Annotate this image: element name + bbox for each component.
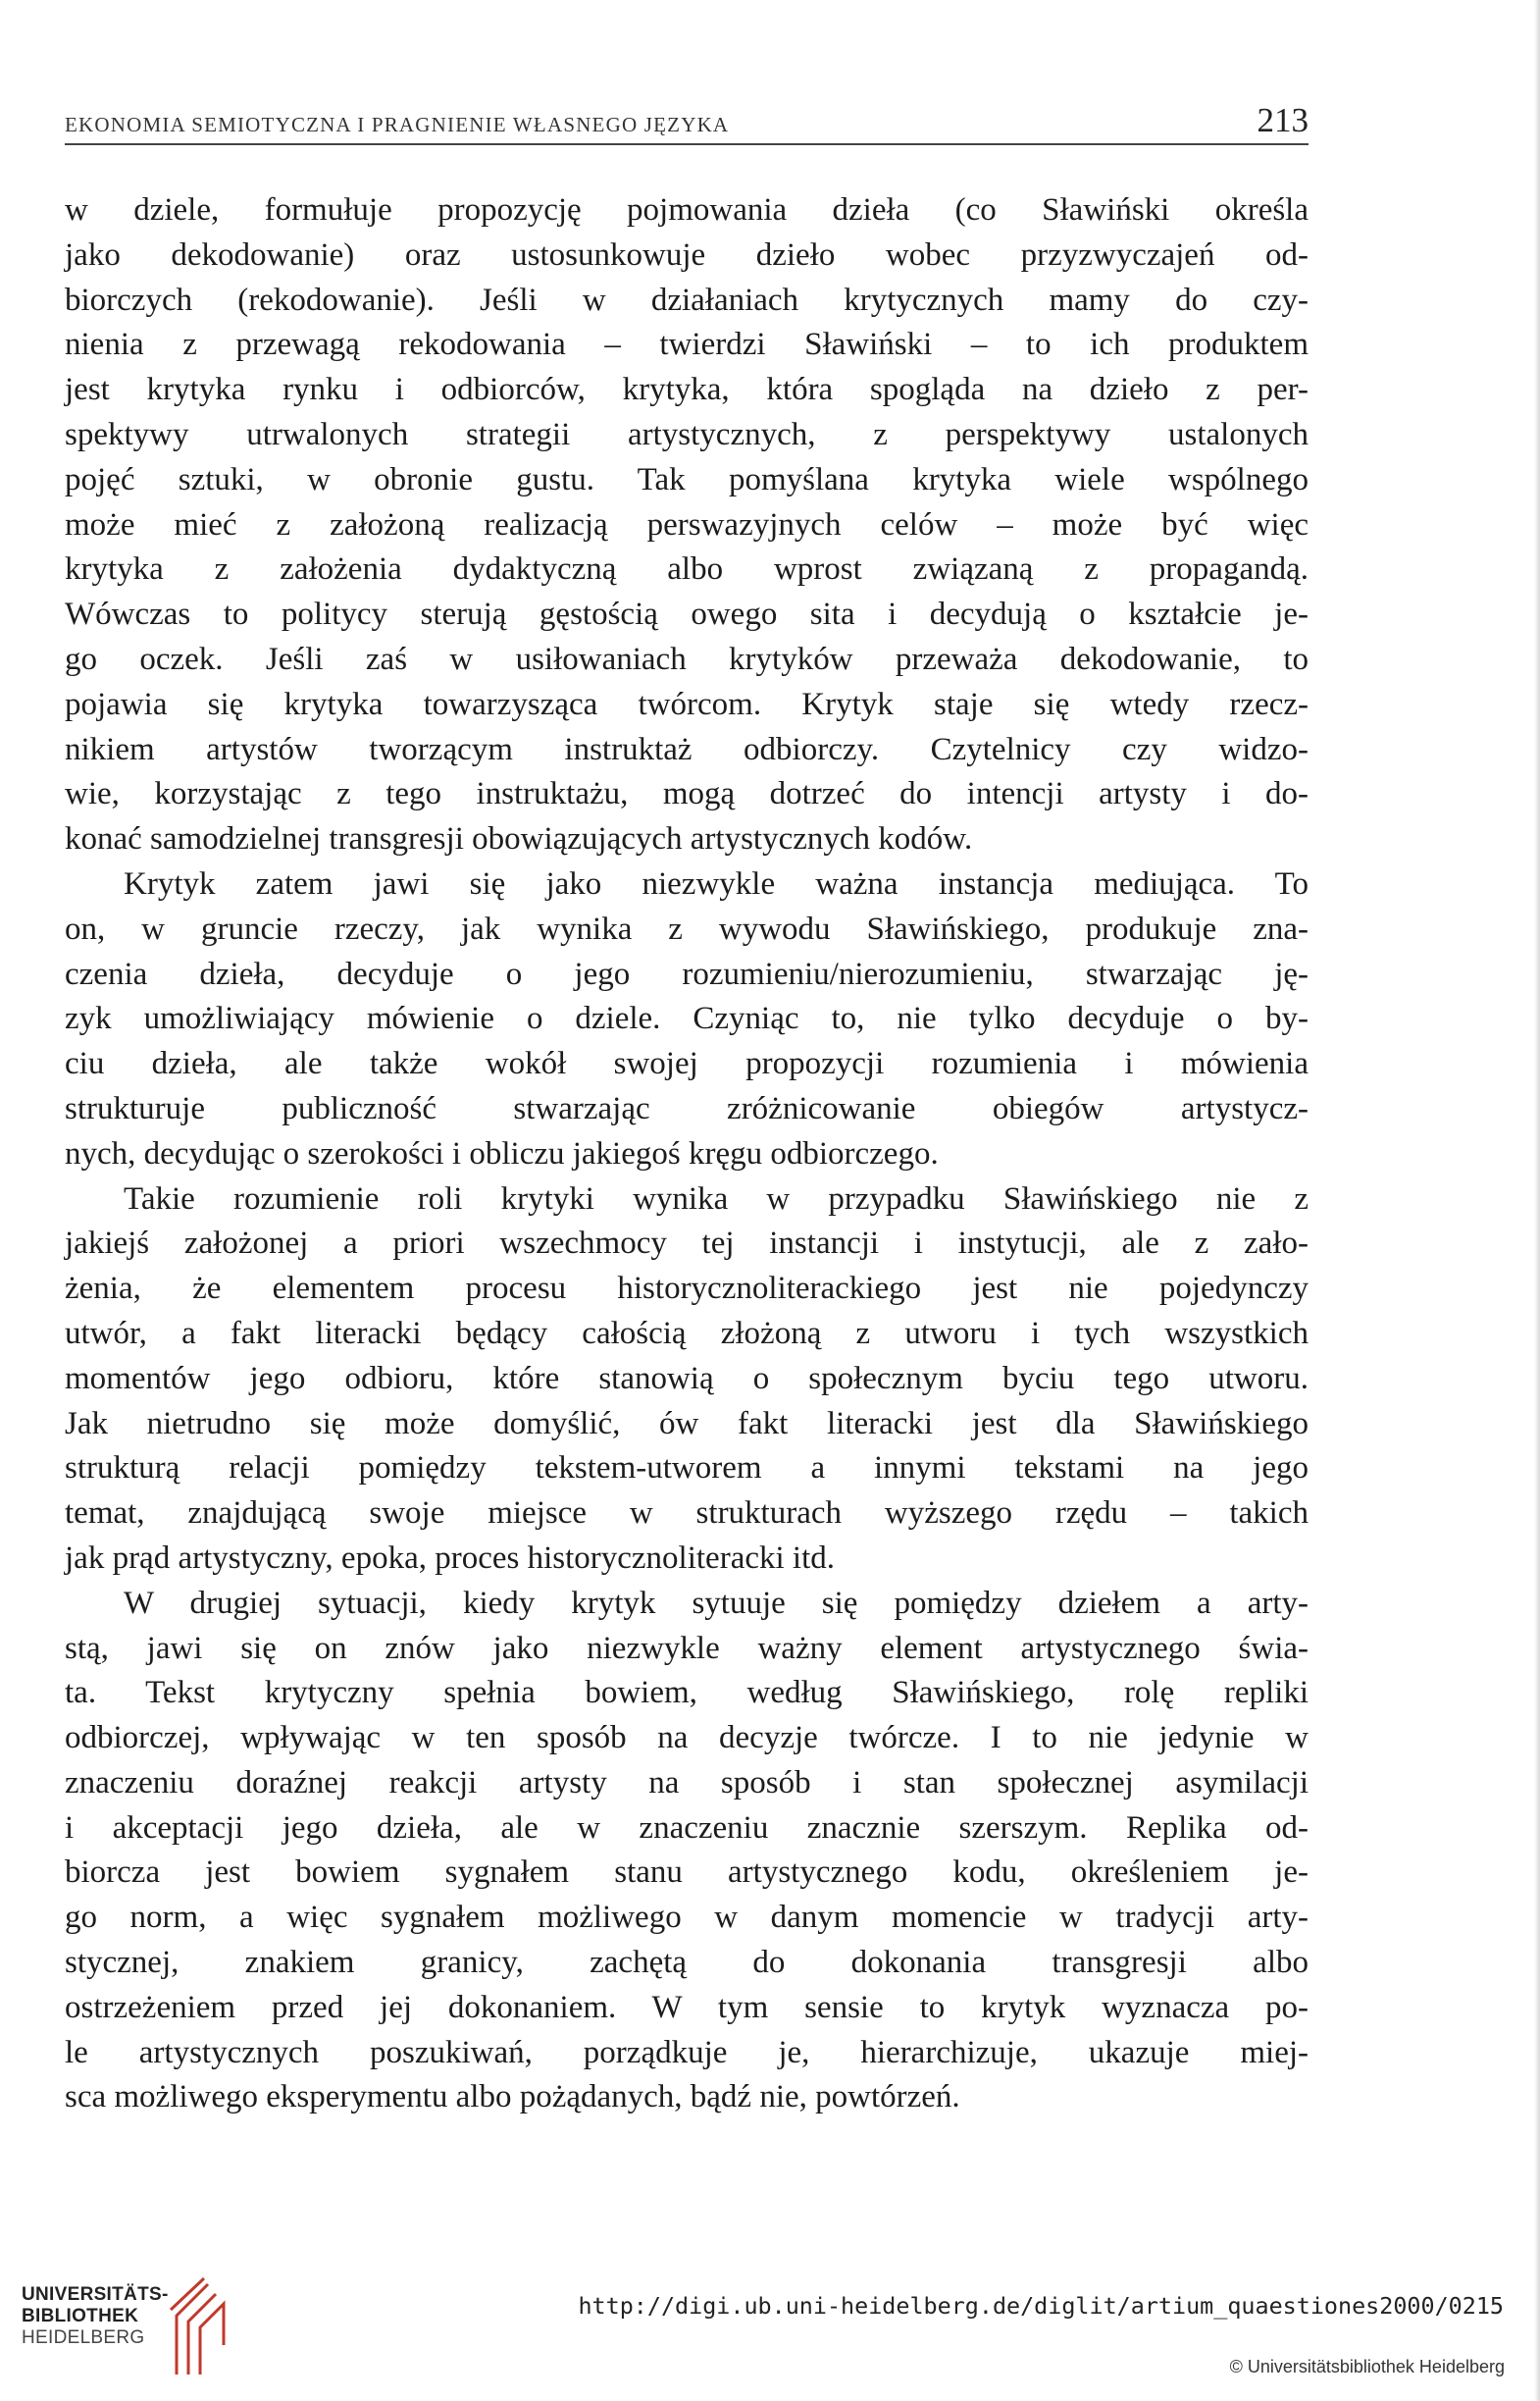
text-line: ta. Tekst krytyczny spełnia bowiem, według Sławińskiego, rolę repliki xyxy=(65,1675,1309,1711)
body-text xyxy=(65,188,1309,2120)
text-line: utwór, a fakt literacki będący całością złożoną z utworu i tych wszystkich xyxy=(65,1315,1309,1351)
text-line: stycznej, znakiem granicy, zachętą do dokonania transgresji albo xyxy=(65,1945,1309,1981)
text-line: zyk umożliwiający mówienie o dziele. Czyniąc to, nie tylko decyduje o by- xyxy=(65,1001,1309,1037)
logo-text-line3: HEIDELBERG xyxy=(22,2327,145,2348)
text-line: w dziele, formułuje propozycję pojmowania dzieła (co Sławiński określa xyxy=(65,192,1309,228)
text-line: nikiem artystów tworzącym instruktaż odbiorczy. Czytelnicy czy widzo- xyxy=(65,731,1309,767)
text-line: stą, jawi się on znów jako niezwykle ważny element artystycznego świa- xyxy=(65,1630,1309,1666)
text-line: wie, korzystając z tego instruktażu, mogą dotrzeć do intencji artysty i do- xyxy=(65,776,1309,812)
digital-source-url[interactable]: http://digi.ub.uni-heidelberg.de/diglit/artium_quaestiones2000/0215 xyxy=(578,2292,1504,2320)
text-line: biorczych (rekodowanie). Jeśli w działaniach krytycznych mamy do czy- xyxy=(65,282,1309,318)
paragraph-first-line: Krytyk zatem jawi się jako niezwykle ważna instancja mediująca. To xyxy=(124,865,1309,902)
text-line: krytyka z założenia dydaktyczną albo wprost związaną z propagandą. xyxy=(65,551,1309,588)
text-line: ostrzeżeniem przed jej dokonaniem. W tym sensie to krytyk wyznacza po- xyxy=(65,1989,1309,2025)
page-edge-shadow xyxy=(1534,0,1540,2401)
text-line: Wówczas to politycy sterują gęstością owego sita i decydują o kształcie je- xyxy=(65,597,1309,633)
library-logo[interactable] xyxy=(22,2276,316,2384)
running-title: EKONOMIA SEMIOTYCZNA I PRAGNIENIE WŁASNEGO JĘZYKA xyxy=(65,113,730,136)
text-line: znaczeniu doraźnej reakcji artysty na sposób i stan społecznej asymilacji xyxy=(65,1764,1309,1801)
text-line: le artystycznych poszukiwań, porządkuje je, hierarchizuje, ukazuje miej- xyxy=(65,2034,1309,2070)
paragraph-first-line: W drugiej sytuacji, kiedy krytyk sytuuje się pomiędzy dziełem a arty- xyxy=(124,1585,1309,1621)
text-line: sca możliwego eksperymentu albo pożądanych, bądź nie, powtórzeń. xyxy=(65,2079,960,2115)
text-line: go oczek. Jeśli zaś w usiłowaniach krytyków przeważa dekodowanie, to xyxy=(65,641,1309,677)
text-line: spektywy utrwalonych strategii artystycznych, z perspektywy ustalonych xyxy=(65,416,1309,452)
text-line: konać samodzielnej transgresji obowiązujących artystycznych kodów. xyxy=(65,821,973,858)
text-line: i akceptacji jego dzieła, ale w znaczeniu znacznie szerszym. Replika od- xyxy=(65,1809,1309,1846)
text-line: odbiorczej, wpływając w ten sposób na decyzje twórcze. I to nie jedynie w xyxy=(65,1720,1309,1756)
text-line: nienia z przewagą rekodowania – twierdzi Sławiński – to ich produktem xyxy=(65,327,1309,363)
text-line: go norm, a więc sygnałem możliwego w danym momencie w tradycji arty- xyxy=(65,1900,1309,1936)
logo-text-line2: BIBLIOTHEK xyxy=(22,2306,139,2326)
page-number: 213 xyxy=(1257,101,1309,139)
text-line: jako dekodowanie) oraz ustosunkowuje dzieło wobec przyzwyczajeń od- xyxy=(65,236,1309,273)
text-line: jak prąd artystyczny, epoka, proces historycznoliteracki itd. xyxy=(65,1540,835,1576)
text-line: jest krytyka rynku i odbiorców, krytyka, która spogląda na dzieło z per- xyxy=(65,372,1309,408)
text-line: pojawia się krytyka towarzysząca twórcom. Krytyk staje się wtedy rzecz- xyxy=(65,686,1309,722)
text-line: strukturą relacji pomiędzy tekstem-utworem a innymi tekstami na jego xyxy=(65,1450,1309,1487)
text-line: jakiejś założonej a priori wszechmocy tej instancji i instytucji, ale z zało- xyxy=(65,1226,1309,1262)
text-line: strukturuje publiczność stwarzając zróżnicowanie obiegów artystycz- xyxy=(65,1090,1309,1126)
logo-text-line1: UNIVERSITÄTS- xyxy=(22,2284,169,2305)
paragraph-first-line: Takie rozumienie roli krytyki wynika w przypadku Sławińskiego nie z xyxy=(124,1180,1309,1217)
text-line: temat, znajdującą swoje miejsce w strukturach wyższego rzędu – takich xyxy=(65,1495,1309,1532)
text-line: on, w gruncie rzeczy, jak wynika z wywodu Sławińskiego, produkuje zna- xyxy=(65,911,1309,947)
text-line: nych, decydując o szerokości i obliczu jakiegoś kręgu odbiorczego. xyxy=(65,1135,939,1172)
text-line: ciu dzieła, ale także wokół swojej propozycji rozumienia i mówienia xyxy=(65,1046,1309,1082)
text-line: pojęć sztuki, w obronie gustu. Tak pomyślana krytyka wiele wspólnego xyxy=(65,461,1309,497)
copyright-notice: © Universitätsbibliothek Heidelberg xyxy=(1229,2357,1505,2376)
running-head xyxy=(65,98,1309,145)
text-line: żenia, że elementem procesu historycznoliterackiego jest nie pojedynczy xyxy=(65,1271,1309,1307)
text-line: Jak nietrudno się może domyślić, ów fakt literacki jest dla Sławińskiego xyxy=(65,1405,1309,1441)
text-line: czenia dzieła, decyduje o jego rozumieniu/nierozumieniu, stwarzając ję- xyxy=(65,956,1309,992)
library-emblem-icon xyxy=(169,2276,257,2379)
text-line: biorcza jest bowiem sygnałem stanu artystycznego kodu, określeniem je- xyxy=(65,1854,1309,1891)
text-line: może mieć z założoną realizacją perswazyjnych celów – może być więc xyxy=(65,506,1309,543)
text-line: momentów jego odbioru, które stanowią o społecznym byciu tego utworu. xyxy=(65,1360,1309,1396)
